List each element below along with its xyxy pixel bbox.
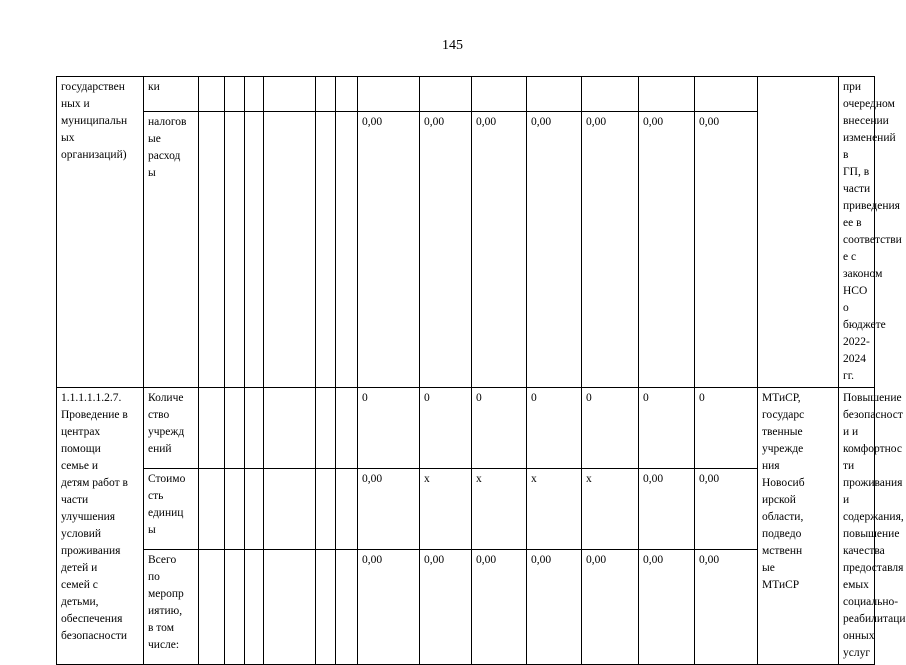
value-cell: 0,00: [695, 469, 758, 549]
indicator-label-cell: ки: [144, 77, 199, 112]
value-cell: 0,00: [695, 111, 758, 387]
value-cell: [639, 77, 695, 112]
result-cell: при очередном внесении изменений в ГП, в части приведения ее в соответстви е с законом НСО о бюджете 2022-2024 гг.: [839, 77, 875, 388]
value-cell: 0: [582, 388, 639, 469]
indicator-label-cell: Всего по меропр иятию, в том числе:: [144, 549, 199, 664]
result-cell: Повышение безопасност и и комфортнос ти проживания и содержания, повышение качества предоставля емых социально- реабилитаци онных услуг: [839, 388, 875, 665]
value-cell: 0,00: [420, 549, 472, 664]
value-cell: 0: [420, 388, 472, 469]
value-cell: 0,00: [695, 549, 758, 664]
page-number: 145: [442, 38, 463, 53]
table-row: [57, 388, 875, 469]
value-cell: [420, 77, 472, 112]
indicator-label-cell: Количе ство учрежд ений: [144, 388, 199, 469]
table-row: [57, 111, 875, 387]
value-cell: 0,00: [420, 111, 472, 387]
value-cell: х: [420, 469, 472, 549]
value-cell: 0: [639, 388, 695, 469]
value-cell: 0: [358, 388, 420, 469]
indicator-label-cell: Стоимо сть единиц ы: [144, 469, 199, 549]
activity-name-cell: государствен ных и муниципальн ых организаций): [57, 77, 144, 388]
value-cell: 0,00: [582, 111, 639, 387]
value-cell: х: [582, 469, 639, 549]
value-cell: х: [527, 469, 582, 549]
activity-name-cell: 1.1.1.1.1.2.7. Проведение в центрах помощи семье и детям работ в части улучшения условий проживания детей и семей с детьми, обеспечения безопасности: [57, 388, 144, 665]
table-row: [57, 469, 875, 549]
value-cell: 0,00: [358, 111, 420, 387]
value-cell: 0: [472, 388, 527, 469]
value-cell: [695, 77, 758, 112]
value-cell: 0: [695, 388, 758, 469]
value-cell: 0: [527, 388, 582, 469]
value-cell: [527, 77, 582, 112]
executor-cell: [758, 77, 839, 388]
value-cell: 0,00: [527, 549, 582, 664]
value-cell: [358, 77, 420, 112]
value-cell: [582, 77, 639, 112]
value-cell: [472, 77, 527, 112]
value-cell: 0,00: [639, 549, 695, 664]
table-row: [57, 549, 875, 664]
value-cell: 0,00: [527, 111, 582, 387]
value-cell: 0,00: [639, 469, 695, 549]
value-cell: 0,00: [358, 549, 420, 664]
value-cell: 0,00: [582, 549, 639, 664]
value-cell: 0,00: [358, 469, 420, 549]
value-cell: 0,00: [639, 111, 695, 387]
value-cell: 0,00: [472, 549, 527, 664]
table-row: [57, 77, 875, 112]
executor-cell: МТиСР, государс твенные учрежде ния Новосиб ирской области, подведо мственн ые МТиСР: [758, 388, 839, 665]
value-cell: 0,00: [472, 111, 527, 387]
value-cell: х: [472, 469, 527, 549]
indicator-label-cell: налогов ые расход ы: [144, 111, 199, 387]
program-table: [56, 76, 906, 665]
